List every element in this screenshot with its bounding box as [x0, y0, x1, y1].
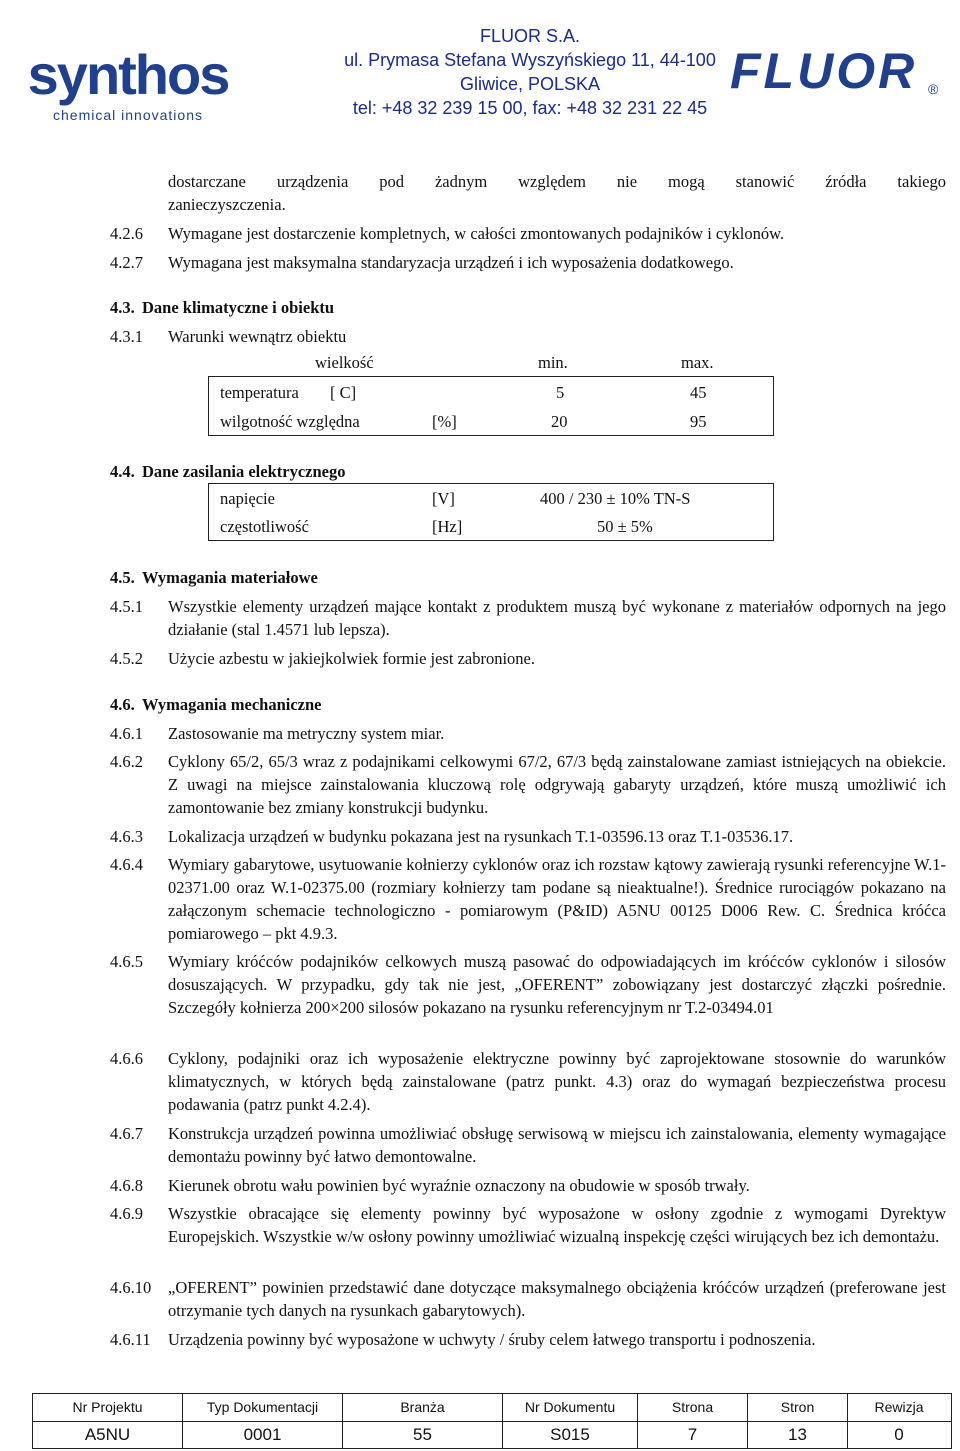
item-number: 4.2.6 — [110, 224, 143, 243]
footer-value: 0001 — [183, 1421, 343, 1448]
company-name: FLUOR S.A. — [479, 26, 581, 46]
section-title: Dane klimatyczne i obiektu — [142, 298, 335, 317]
footer-value: 0 — [894, 1425, 904, 1444]
item-text: Warunki wewnątrz obiektu — [168, 327, 347, 346]
item-number: 4.2.7 — [110, 253, 143, 272]
item-number: 4.6.11 — [110, 1330, 151, 1349]
table-cell: 50 ± 5% — [597, 517, 653, 536]
item-number: 4.6.3 — [110, 827, 143, 846]
registered-mark-icon: ® — [928, 81, 939, 97]
table-cell: częstotliwość — [220, 517, 309, 536]
section-number: 4.6. — [110, 695, 135, 714]
table-cell: [ C] — [330, 383, 357, 402]
item-number: 4.6.1 — [110, 724, 143, 743]
item-number: 4.6.4 — [110, 855, 143, 874]
table-cell: 45 — [690, 383, 707, 402]
intro-line-1: dostarczane urządzenia pod żadnym względem nie mogą stanowić źródła takiego — [168, 172, 946, 191]
footer-label: Branża — [343, 1394, 503, 1421]
item-text: Wszystkie obracające się elementy powinny być wyposażone w osłony zgodnie z wymogami Dyrektyw Europejskich. Wszystkie w/w osłony powinny umożliwiać wizualną inspekcję części wirujących bez ich demontażu. — [168, 1204, 946, 1246]
item-text: Wymagana jest maksymalna standaryzacja urządzeń i ich wyposażenia dodatkowego. — [168, 253, 734, 272]
item-number: 4.5.2 — [110, 649, 143, 668]
company-city: Gliwice, POLSKA — [459, 74, 601, 94]
item-text: Lokalizacja urządzeń w budynku pokazana jest na rysunkach T.1-03596.13 oraz T.1-03536.17. — [168, 827, 794, 846]
footer-label-row — [33, 1394, 951, 1422]
item-text: Wymiary gabarytowe, usytuowanie kołnierzy cyklonów oraz ich rozstaw kątowy zawierają rysunki referencyjne W.1-02371.00 oraz W.1-02375.00 (rozmiary kołnierzy tam podane są nieaktualne!). Średnice rurociągów pokazano na załączonym schemacie technologiczno - pomiarowym (P&ID) A5NU 00125 D006 Rew. C. Średnica króćca pomiarowego – pkt 4.9.3. — [168, 855, 946, 943]
item-number: 4.6.2 — [110, 752, 143, 771]
table-header: max. — [681, 353, 714, 372]
fluor-logo-wordmark: FLUOR — [730, 44, 918, 99]
item-number: 4.3.1 — [110, 327, 143, 346]
table-cell: temperatura — [220, 383, 299, 402]
item-text: Cyklony, podajniki oraz ich wyposażenie elektryczne powinny być zaprojektowane stosownie do warunków klimatycznych, w których będą zainstalowane (patrz punkt. 4.3) oraz do wymagań bezpieczeństwa procesu podawania (patrz punkt 4.2.4). — [168, 1049, 946, 1114]
table-cell: napięcie — [220, 489, 275, 508]
item-number: 4.6.10 — [110, 1278, 152, 1297]
footer-label: Stron — [748, 1394, 848, 1421]
item-number: 4.6.6 — [110, 1049, 143, 1068]
company-phone: tel: +48 32 239 15 00, fax: +48 32 231 22 45 — [352, 98, 708, 118]
footer-label: Nr Projektu — [33, 1394, 183, 1421]
footer-value: S015 — [503, 1421, 638, 1448]
footer-value: 13 — [748, 1421, 848, 1448]
company-address-block — [300, 24, 760, 120]
section-title: Wymagania materiałowe — [142, 568, 318, 587]
company-street: ul. Prymasa Stefana Wyszyńskiego 11, 44-100 — [344, 50, 716, 70]
page-header — [0, 0, 960, 140]
item-number: 4.6.9 — [110, 1204, 143, 1223]
table-cell: 400 / 230 ± 10% TN-S — [540, 489, 691, 508]
item-text: Wymagane jest dostarczenie kompletnych, w całości zmontowanych podajników i cyklonów. — [168, 224, 785, 243]
item-text: Kierunek obrotu wału powinien być wyraźnie oznaczony na obudowie w sposób trwały. — [168, 1176, 750, 1195]
item-text: Zastosowanie ma metryczny system miar. — [168, 724, 445, 743]
section-number: 4.4. — [110, 462, 135, 481]
footer-label: Nr Dokumentu — [503, 1394, 638, 1421]
table-header: min. — [538, 353, 568, 372]
table-header: wielkość — [315, 353, 374, 372]
section-number: 4.5. — [110, 568, 135, 587]
item-number: 4.6.7 — [110, 1124, 143, 1143]
item-text: Wszystkie elementy urządzeń mające kontakt z produktem muszą być wykonane z materiałów odpornych na jego działanie (stal 1.4571 lub lepsza). — [168, 597, 946, 639]
item-text: „OFERENT” powinien przedstawić dane dotyczące maksymalnego obciążenia króćców urządzeń (preferowane jest otrzymanie tych danych na rysunkach gabarytowych). — [168, 1278, 946, 1320]
footer-label: Strona — [638, 1394, 748, 1421]
item-number: 4.5.1 — [110, 597, 143, 616]
footer-value-row — [33, 1421, 951, 1448]
table-cell: 20 — [551, 412, 568, 431]
synthos-logo-wordmark: synthos — [28, 43, 228, 106]
table-cell: wilgotność względna — [220, 412, 360, 431]
item-number: 4.6.5 — [110, 952, 143, 971]
item-text: Wymiary króćców podajników celkowych muszą pasować do odpowiadających im króćców cyklonów i silosów dosuszających. W przypadku, gdy tak nie jest, „OFERENT” zobowiązany jest dostarczyć złączki pośrednie. Szczegóły kołnierza 200×200 silosów pokazano na rysunku referencyjnym nr T.2-03494.01 — [168, 952, 946, 1017]
synthos-logo-tagline: chemical innovations — [53, 107, 203, 123]
section-title: Dane zasilania elektrycznego — [142, 462, 346, 481]
intro-line-2: zanieczyszczenia. — [168, 195, 286, 214]
table-cell: [%] — [432, 412, 457, 431]
fluor-logo — [730, 44, 940, 104]
document-footer-table — [32, 1393, 952, 1449]
footer-value: A5NU — [33, 1421, 183, 1448]
item-text: Konstrukcja urządzeń powinna umożliwiać obsługę serwisową w miejscu ich zainstalowania, elementy wymagające demontażu powinny być łatwo demontowalne. — [168, 1124, 946, 1166]
item-text: Użycie azbestu w jakiejkolwiek formie jest zabronione. — [168, 649, 535, 668]
footer-label: Typ Dokumentacji — [183, 1394, 343, 1421]
footer-value: 55 — [343, 1421, 503, 1448]
section-number: 4.3. — [110, 298, 135, 317]
table-cell: [Hz] — [432, 517, 463, 536]
table-cell: 95 — [690, 412, 707, 431]
section-title: Wymagania mechaniczne — [142, 695, 322, 714]
synthos-logo — [28, 40, 228, 130]
item-text: Urządzenia powinny być wyposażone w uchwyty / śruby celem łatwego transportu i podnoszenia. — [168, 1330, 816, 1349]
item-text: Cyklony 65/2, 65/3 wraz z podajnikami celkowymi 67/2, 67/3 będą zainstalowane zamiast istniejących na obiekcie. Z uwagi na miejsce zainstalowania kluczową rolę odgrywają gabaryty urządzeń, które muszą umożliwić ich zamontowanie bez zmiany konstrukcji budynku. — [168, 752, 946, 817]
footer-value: 7 — [638, 1421, 748, 1448]
footer-label: Rewizja — [874, 1399, 924, 1415]
table-cell: [V] — [432, 489, 455, 508]
table-cell: 5 — [556, 383, 565, 402]
item-number: 4.6.8 — [110, 1176, 143, 1195]
